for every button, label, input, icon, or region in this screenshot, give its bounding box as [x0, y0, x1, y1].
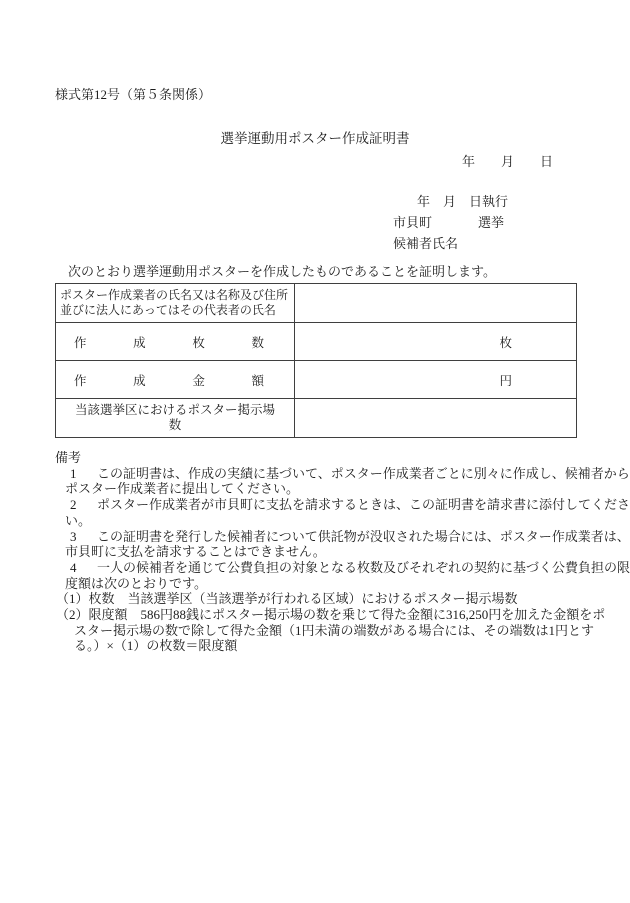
remark-text: この証明書を発行した候補者について供託物が没収された場合には、ポスター作成業者は、: [97, 528, 630, 544]
remark-text: この証明書は、作成の実績に基づいて、ポスター作成業者ごとに別々に作成し、候補者から: [97, 465, 630, 481]
candidate-name-line: 候補者氏名: [393, 236, 459, 251]
table-row-sheet-count: [56, 323, 577, 361]
display-sites-value-cell: [295, 399, 577, 438]
remark-number: 4: [70, 559, 77, 575]
remarks-section: [55, 450, 630, 654]
sheet-count-value-cell: [295, 323, 577, 361]
sheet-count-label-cell: [56, 323, 295, 361]
amount-unit: 円: [499, 373, 512, 388]
display-sites-label-line1: 当該選挙区におけるポスター掲示場: [74, 402, 275, 417]
amount-label-cell: [56, 361, 295, 399]
maker-name-label-line2: 並びに法人にあってはその代表者の氏名: [60, 303, 276, 317]
execution-date-line: 年 月 日執行: [417, 194, 509, 209]
maker-name-value-cell: [295, 284, 577, 323]
sheet-count-unit: 枚: [499, 335, 512, 350]
remark-text: 一人の候補者を通じて公費負担の対象となる枚数及びそれぞれの契約に基づく公費負担の限: [97, 559, 630, 575]
label-char: 成: [133, 335, 146, 350]
amount-value-cell: [295, 361, 577, 399]
municipality-election-line: [393, 212, 508, 233]
display-sites-label-line2: 数: [168, 418, 182, 432]
municipality-name: 市貝町: [393, 215, 433, 230]
remark-line-1: [55, 465, 630, 482]
remark-sub-item-2: （2）限度額 586円88銭にポスター掲示場の数を乗じて得た金額に316,250円を加えた金額をポ: [56, 607, 606, 623]
remark-sub-item-2-cont-1: スター掲示場の数で除して得た金額（1円未満の端数がある場合には、その端数は1円とす: [74, 622, 595, 638]
table-row-maker-name: [56, 284, 577, 323]
remark-line-4: [55, 559, 630, 576]
remark-line-2: [55, 497, 630, 513]
form-number: 様式第12号（第５条関係）: [55, 87, 212, 102]
label-char: 作: [74, 373, 87, 388]
remark-line-4-cont: 度額は次のとおりです。: [65, 575, 207, 591]
election-word: 選挙: [478, 215, 505, 230]
remark-line-3: [55, 528, 630, 545]
poster-table: [55, 283, 577, 438]
label-char: 成: [133, 373, 146, 388]
table-row-amount: [56, 361, 577, 399]
maker-name-label-cell: [56, 284, 295, 323]
label-char: 額: [251, 373, 264, 388]
remark-sub-item-1: （1）枚数 当該選挙区（当該選挙が行われる区域）におけるポスター掲示場数: [56, 591, 518, 607]
remark-line-3-cont: 市貝町に支払を請求することはできません。: [65, 544, 326, 560]
label-char: 金: [192, 373, 205, 388]
certify-statement: 次のとおり選挙運動用ポスターを作成したものであることを証明します。: [68, 264, 496, 279]
issue-date-line: 年 月 日: [462, 154, 554, 169]
page-title: 選挙運動用ポスター作成証明書: [220, 131, 410, 146]
remark-number: 3: [70, 528, 77, 544]
remark-text: ポスター作成業者が市貝町に支払を請求するときは、この証明書を請求書に添付してくださ: [97, 497, 630, 513]
table-row-display-sites: [56, 399, 577, 438]
election-name-blank: [432, 212, 478, 233]
issuer-block: [393, 191, 508, 254]
label-char: 作: [74, 335, 87, 350]
remark-number: 1: [70, 465, 77, 481]
maker-name-label-line1: ポスター作成業者の氏名又は名称及び住所: [60, 287, 289, 302]
display-sites-label-cell: [56, 399, 295, 438]
remark-line-1-cont: ポスター作成業者に提出してください。: [65, 481, 300, 497]
remark-line-2-cont: い。: [65, 512, 92, 528]
remark-sub-item-2-cont-2: る。）×（1）の枚数＝限度額: [74, 638, 238, 654]
remarks-heading: 備考: [55, 450, 82, 465]
label-char: 枚: [192, 335, 205, 350]
remark-number: 2: [70, 497, 77, 513]
label-char: 数: [251, 335, 264, 350]
